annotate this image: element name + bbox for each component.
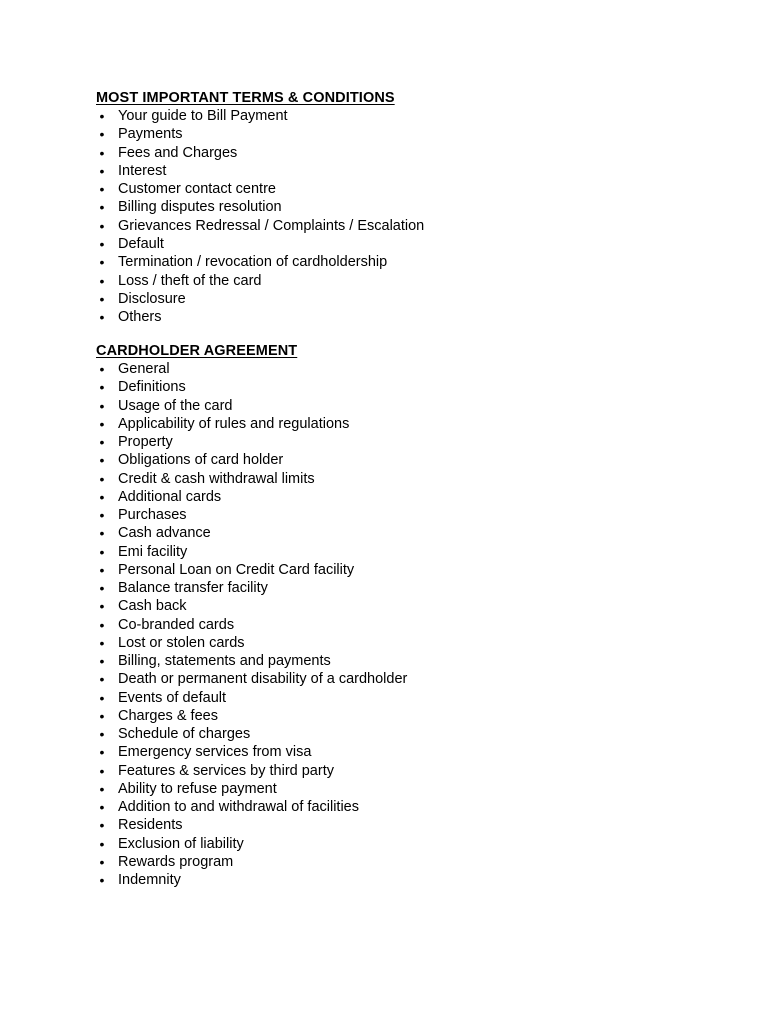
terms-list-item bbox=[96, 180, 696, 198]
bullet-icon: • bbox=[99, 434, 105, 450]
agreement-heading: CARDHOLDER AGREEMENT bbox=[96, 343, 298, 359]
agreement-list-item bbox=[96, 378, 696, 396]
bullet-icon: • bbox=[99, 507, 105, 523]
agreement-list-item bbox=[96, 835, 696, 853]
bullet-icon: • bbox=[99, 217, 105, 234]
terms-list-item bbox=[96, 144, 696, 162]
terms-section bbox=[96, 89, 696, 327]
bullet-icon: • bbox=[99, 309, 105, 326]
list-item-text: Termination / revocation of cardholdership bbox=[118, 254, 388, 271]
list-item-text: Applicability of rules and regulations bbox=[118, 415, 350, 432]
agreement-list-item bbox=[96, 360, 696, 378]
bullet-icon: • bbox=[99, 653, 105, 669]
list-item-text: General bbox=[118, 361, 170, 377]
agreement-list-item bbox=[96, 543, 696, 561]
terms-list-item bbox=[96, 253, 696, 271]
list-item-text: Property bbox=[118, 434, 173, 450]
bullet-icon: • bbox=[99, 598, 105, 615]
bullet-icon: • bbox=[99, 397, 105, 414]
list-item-text: Disclosure bbox=[118, 290, 186, 307]
agreement-list-item bbox=[96, 725, 696, 743]
bullet-icon: • bbox=[99, 726, 105, 742]
bullet-icon: • bbox=[99, 689, 105, 706]
agreement-list-item bbox=[96, 524, 696, 542]
list-item-text: Others bbox=[118, 309, 162, 326]
list-item-text: Loss / theft of the card bbox=[118, 272, 262, 289]
list-item-text: Addition to and withdrawal of facilities bbox=[118, 799, 359, 815]
bullet-icon: • bbox=[99, 415, 105, 432]
agreement-list-item bbox=[96, 579, 696, 597]
bullet-icon: • bbox=[99, 616, 105, 633]
bullet-icon: • bbox=[99, 144, 105, 161]
list-item-text: Charges & fees bbox=[118, 707, 218, 724]
terms-list-item bbox=[96, 272, 696, 290]
list-item-text: Exclusion of liability bbox=[118, 835, 244, 852]
agreement-list-item bbox=[96, 762, 696, 780]
agreement-list-item bbox=[96, 689, 696, 707]
list-item-text: Purchases bbox=[118, 507, 187, 523]
terms-list-item bbox=[96, 308, 696, 326]
list-item-text: Lost or stolen cards bbox=[118, 634, 245, 651]
bullet-icon: • bbox=[99, 488, 105, 505]
agreement-list-item bbox=[96, 871, 696, 889]
agreement-list-item bbox=[96, 451, 696, 469]
bullet-icon: • bbox=[99, 780, 105, 797]
terms-list-item bbox=[96, 235, 696, 253]
bullet-icon: • bbox=[99, 525, 105, 542]
terms-list-item bbox=[96, 107, 696, 125]
terms-list-item bbox=[96, 290, 696, 308]
agreement-list-item bbox=[96, 670, 696, 688]
bullet-icon: • bbox=[99, 744, 105, 761]
list-item-text: Indemnity bbox=[118, 872, 181, 888]
list-item-text: Credit & cash withdrawal limits bbox=[118, 470, 315, 487]
list-item-text: Fees and Charges bbox=[118, 144, 238, 161]
bullet-icon: • bbox=[99, 379, 105, 396]
agreement-list-item bbox=[96, 397, 696, 415]
bullet-icon: • bbox=[99, 853, 105, 870]
agreement-list-item bbox=[96, 597, 696, 615]
bullet-icon: • bbox=[99, 671, 105, 688]
agreement-list-item bbox=[96, 707, 696, 725]
bullet-icon: • bbox=[99, 199, 105, 216]
agreement-list-item bbox=[96, 433, 696, 451]
terms-list-item bbox=[96, 198, 696, 216]
list-item-text: Cash back bbox=[118, 598, 187, 615]
agreement-list-item bbox=[96, 743, 696, 761]
list-item-text: Billing, statements and payments bbox=[118, 653, 331, 669]
list-item-text: Interest bbox=[118, 162, 167, 179]
agreement-list-item bbox=[96, 488, 696, 506]
agreement-list-item bbox=[96, 798, 696, 816]
list-item-text: Balance transfer facility bbox=[118, 580, 268, 596]
agreement-list-item bbox=[96, 415, 696, 433]
terms-list bbox=[96, 107, 696, 327]
bullet-icon: • bbox=[99, 181, 105, 198]
list-item-text: Death or permanent disability of a cardholder bbox=[118, 671, 408, 688]
bullet-icon: • bbox=[99, 470, 105, 487]
bullet-icon: • bbox=[99, 872, 105, 888]
bullet-icon: • bbox=[99, 162, 105, 179]
bullet-icon: • bbox=[99, 799, 105, 815]
bullet-icon: • bbox=[99, 634, 105, 651]
bullet-icon: • bbox=[99, 817, 105, 834]
agreement-list-item bbox=[96, 506, 696, 524]
bullet-icon: • bbox=[99, 108, 105, 124]
bullet-icon: • bbox=[99, 272, 105, 289]
bullet-icon: • bbox=[99, 361, 105, 377]
agreement-section bbox=[96, 342, 696, 889]
bullet-icon: • bbox=[99, 762, 105, 779]
bullet-icon: • bbox=[99, 543, 105, 560]
list-item-text: Residents bbox=[118, 817, 183, 834]
agreement-list-item bbox=[96, 816, 696, 834]
list-item-text: Obligations of card holder bbox=[118, 452, 284, 469]
bullet-icon: • bbox=[99, 452, 105, 469]
bullet-icon: • bbox=[99, 835, 105, 852]
bullet-icon: • bbox=[99, 561, 105, 578]
list-item-text: Usage of the card bbox=[118, 397, 233, 414]
list-item-text: Schedule of charges bbox=[118, 726, 251, 742]
list-item-text: Features & services by third party bbox=[118, 762, 334, 779]
agreement-list-item bbox=[96, 561, 696, 579]
list-item-text: Cash advance bbox=[118, 525, 211, 542]
list-item-text: Rewards program bbox=[118, 853, 234, 870]
bullet-icon: • bbox=[99, 290, 105, 307]
bullet-icon: • bbox=[99, 254, 105, 271]
agreement-list-item bbox=[96, 634, 696, 652]
bullet-icon: • bbox=[99, 580, 105, 596]
list-item-text: Grievances Redressal / Complaints / Escalation bbox=[118, 217, 425, 234]
agreement-list-item bbox=[96, 616, 696, 634]
terms-heading: MOST IMPORTANT TERMS & CONDITIONS bbox=[96, 90, 395, 106]
list-item-text: Personal Loan on Credit Card facility bbox=[118, 561, 355, 578]
bullet-icon: • bbox=[99, 707, 105, 724]
agreement-list-item bbox=[96, 853, 696, 871]
agreement-list-item bbox=[96, 652, 696, 670]
list-item-text: Default bbox=[118, 236, 164, 253]
list-item-text: Payments bbox=[118, 126, 183, 143]
list-item-text: Your guide to Bill Payment bbox=[118, 108, 288, 124]
list-item-text: Events of default bbox=[118, 689, 227, 706]
list-item-text: Ability to refuse payment bbox=[118, 780, 277, 797]
agreement-list-item bbox=[96, 470, 696, 488]
list-item-text: Emi facility bbox=[118, 543, 188, 560]
bullet-icon: • bbox=[99, 126, 105, 143]
list-item-text: Additional cards bbox=[118, 488, 222, 505]
list-item-text: Billing disputes resolution bbox=[118, 199, 282, 216]
agreement-list-item bbox=[96, 780, 696, 798]
terms-list-item bbox=[96, 217, 696, 235]
agreement-list bbox=[96, 360, 696, 889]
list-item-text: Customer contact centre bbox=[118, 181, 276, 198]
list-item-text: Co-branded cards bbox=[118, 616, 235, 633]
list-item-text: Emergency services from visa bbox=[118, 744, 312, 761]
terms-list-item bbox=[96, 125, 696, 143]
bullet-icon: • bbox=[99, 236, 105, 253]
terms-list-item bbox=[96, 162, 696, 180]
list-item-text: Definitions bbox=[118, 379, 186, 396]
